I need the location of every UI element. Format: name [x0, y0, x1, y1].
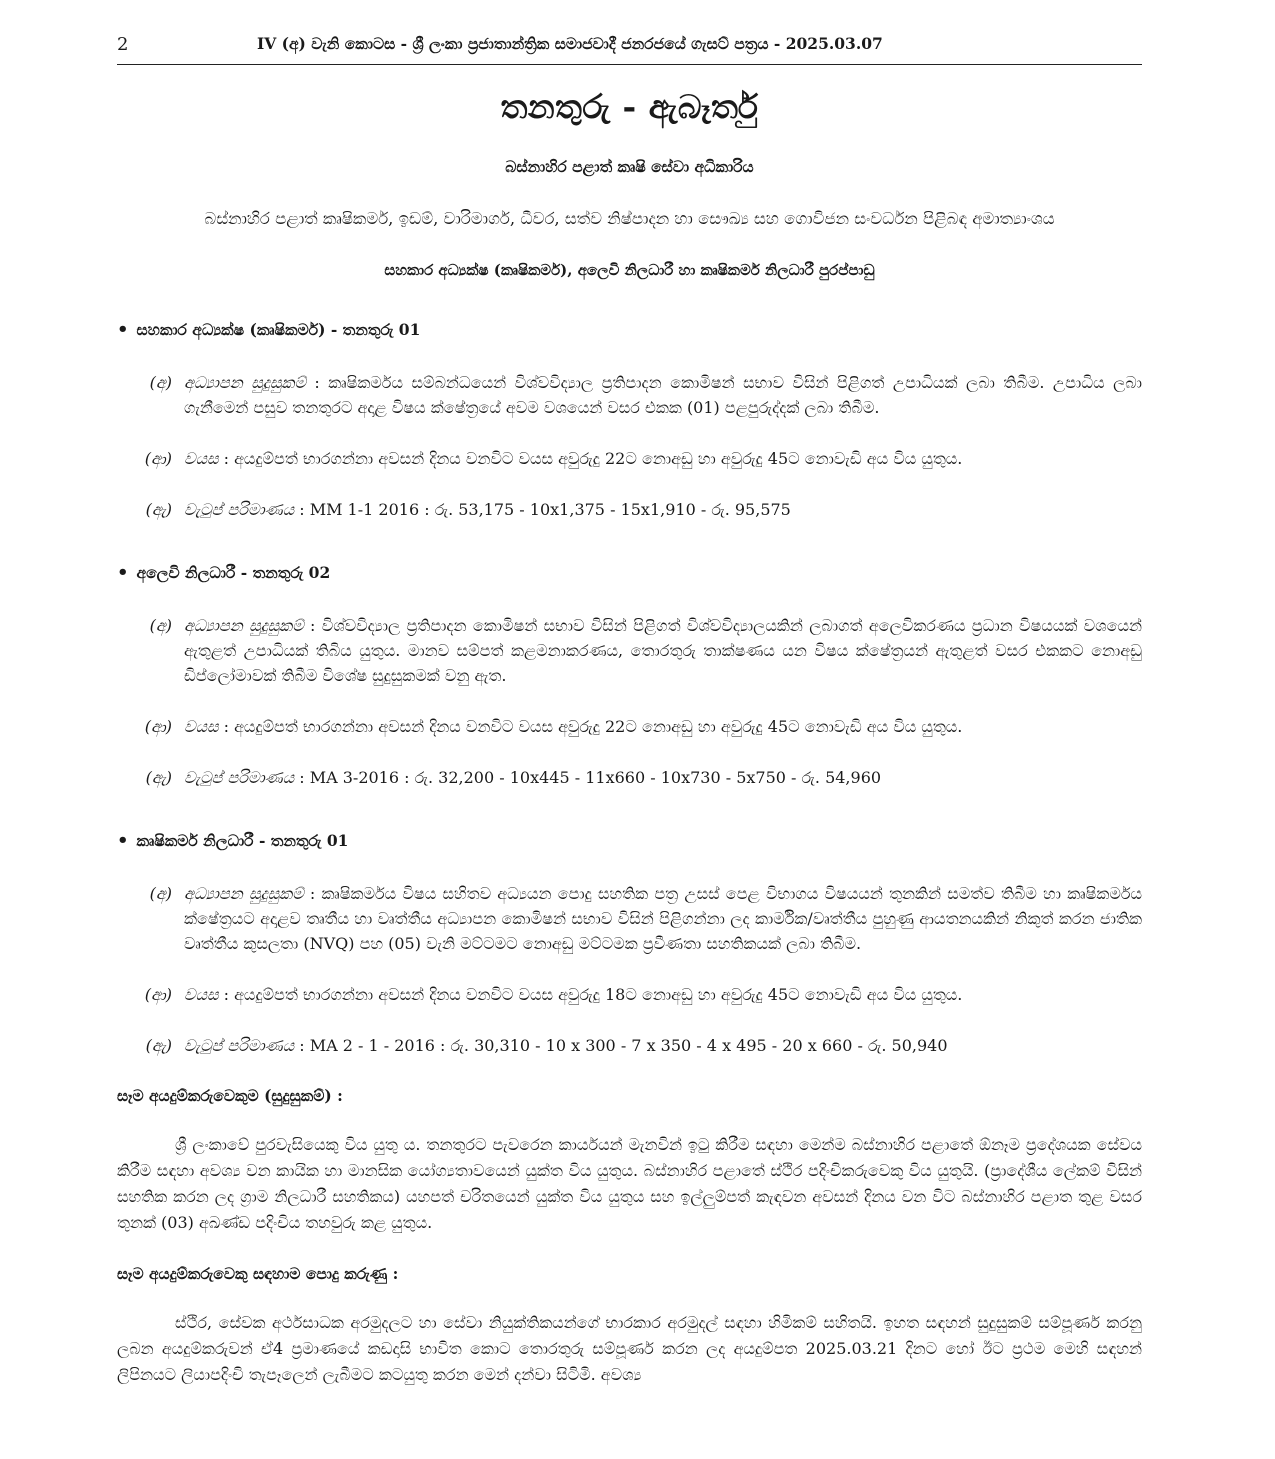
- item-text: වයස : අයදුම්පත් භාරගන්නා අවසන් දිනය වනවිට වයස අවුරුදු 22ට නොඅඩු හා අවුරුදු 45ට නොවැඩි අය විය යුතුය.: [184, 449, 963, 468]
- organization-name: බස්නාහිර පළාත් කෘෂි සේවා අධිකාරිය: [505, 157, 754, 176]
- page-title: තනතුරු - ඇබෑර්තු: [500, 87, 759, 126]
- item-label: අධ්‍යාපන සුදුසුකම්: [184, 616, 304, 635]
- list-item: [117, 982, 1142, 1007]
- list-item: [117, 497, 1142, 522]
- bullet-icon: •: [117, 830, 129, 851]
- item-label: වැටුප් පරිමාණය: [184, 1036, 295, 1055]
- item-text: වැටුප් පරිමාණය : MA 3-2016 : රු. 32,200 - 10x445 - 11x660 - 10x730 - 5x750 - රු. 54,960: [184, 768, 882, 787]
- item-label: වයස: [184, 449, 219, 468]
- item-number: (ආ): [144, 717, 172, 736]
- item-text: වැටුප් පරිමාණය : MM 1-1 2016 : රු. 53,175 - 10x1,375 - 15x1,910 - රු. 95,575: [184, 500, 791, 519]
- item-label: වයස: [184, 985, 219, 1004]
- page-header: [117, 30, 1142, 65]
- item-text: අධ්‍යාපන සුදුසුකම් : කෘෂිකර්මය සම්බන්ධයෙන් විශ්වවිද්‍යාල ප්‍රතිපාදන කොමිෂන් සභාව විසින් පිළිගත් උපාධියක් ලබා තිබීම. උපාධිය ලබා ගැනීමෙන් පසුව තනතුරට අදාළ විෂය ක්ෂේත්‍රයේ අවම වශයෙන් වසර එකක (01) පළපුරුද්දක් ලබා තිබීම.: [184, 373, 1143, 417]
- item-text: වයස : අයදුම්පත් භාරගන්නා අවසන් දිනය වනවිට වයස අවුරුදු 22ට නොඅඩු හා අවුරුදු 45ට නොවැඩි අය විය යුතුය.: [184, 717, 963, 736]
- post-heading: • අලෙවි නිලධාරී - තනතුරු 02: [117, 562, 331, 583]
- general-notes-heading: සෑම අයදුම්කරුවෙකු සඳහාම පොදු කරුණු :: [117, 1264, 399, 1283]
- page-number: 2: [117, 34, 129, 55]
- item-number: (අ): [149, 373, 172, 392]
- list-item: [117, 1033, 1142, 1058]
- item-number: (ඇ): [145, 1036, 172, 1055]
- item-text: වැටුප් පරිමාණය : MA 2 - 1 - 2016 : රු. 30,310 - 10 x 300 - 7 x 350 - 4 x 495 - 20 x 660 - රු. 50,940: [184, 1036, 948, 1055]
- notice-subject: සහකාර අධ්‍යක්ෂ (කෘෂිකර්ම), අලෙවි නිලධාරී හා කෘෂිකර්ම නිලධාරී පුරප්පාඩු: [384, 261, 875, 279]
- qualifications-paragraph: ශ්‍රී ලංකාවේ පුරවැසියෙකු විය යුතු ය. තනතුරට පැවරෙන කාර්යයන් මැනවින් ඉටු කිරීම සඳහා මෙන්ම බස්නාහිර පළාතේ ඕනෑම ප්‍රදේශයක සේවය කිරීම සඳහා අවශ්‍ය වන කායික හා මානසික යෝග්‍යතාවයෙන් යුක්ත විය යුතුය. බස්නාහිර පළාතේ ස්ථිර පදිංචිකරුවෙකු විය යුතුයි. (ප්‍රාදේශීය ලේකම් විසින් සහතික කරන ලද ග්‍රාම නිලධාරී සහතිකය) යහපත් චරිතයෙන් යුක්ත විය යුතුය සහ ඉල්ලුම්පත් කැඳවන අවසන් දිනය වන විට බස්නාහිර පළාත තුළ වසර තුනක් (03) අඛණ්ඩ පදිංචිය තහවුරු කළ යුතුය.: [117, 1135, 1142, 1232]
- item-number: (අ): [149, 616, 172, 635]
- list-item: [117, 613, 1142, 688]
- running-head: IV (අ) වැනි කොටස - ශ්‍රී ලංකා ප්‍රජාතාන්ත්‍රික සමාජවාදී ජනරජයේ ගැසට් පත්‍රය - 2025.03.07: [257, 34, 883, 53]
- post-heading: • සහකාර අධ්‍යක්ෂ (කෘෂිකර්ම) - තනතුරු 01: [117, 319, 421, 340]
- list-item: [117, 370, 1142, 420]
- bullet-icon: •: [117, 562, 129, 583]
- list-item: [117, 446, 1142, 471]
- qualifications-heading: සෑම අයදුම්කරුවෙකුම (සුදුසුකම්) :: [117, 1086, 343, 1105]
- item-number: (අ): [149, 884, 172, 903]
- item-text: අධ්‍යාපන සුදුසුකම් : කෘෂිකර්මය විෂය සහිතව අධ්‍යයන පොදු සහතික පත්‍ර උසස් පෙළ විභාගය විෂයයන් තුනකින් සමත්ව තිබීම හා කෘෂිකර්මය ක්ෂේත්‍රයට අදාළව තෘතීය හා වෘත්තීය අධ්‍යාපන කොමිෂන් සභාව විසින් පිළිගන්නා ලද කාර්මික/වෘත්තීය පුහුණු ආයතනයකින් නිකුත් කරන ජාතික වෘත්තීය කුසලතා (NVQ) පහ (05) වැනි මට්ටමට නොඅඩු මට්ටමක ප්‍රවීණතා සහතිකයක් ලබා තිබීම.: [184, 884, 1142, 953]
- item-label: වැටුප් පරිමාණය: [184, 500, 295, 519]
- item-text: අධ්‍යාපන සුදුසුකම් : විශ්වවිද්‍යාල ප්‍රතිපාදන කොමිෂන් සභාව විසින් පිළිගත් විශ්වවිද්‍යාලයකින් ලබාගත් අලෙවිකරණය ප්‍රධාන විෂයයක් වශයෙන් ඇතුළත් උපාධියක් තිබිය යුතුය. මානව සම්පත් කළමනාකරණය, තොරතුරු තාක්ෂණය යන විෂය ක්ෂේත්‍රයන් ඇතුළත් වසර එකකට නොඅඩු ඩිප්ලෝමාවක් තිබීම විශේෂ සුදුසුකමක් වනු ඇත.: [184, 616, 1143, 685]
- item-label: වයස: [184, 717, 219, 736]
- list-item: [117, 714, 1142, 739]
- post-heading: • කෘෂිකර්ම නිලධාරී - තනතුරු 01: [117, 830, 349, 851]
- list-item: [117, 765, 1142, 790]
- item-text: වයස : අයදුම්පත් භාරගන්නා අවසන් දිනය වනවිට වයස අවුරුදු 18ට නොඅඩු හා අවුරුදු 45ට නොවැඩි අය විය යුතුය.: [184, 985, 963, 1004]
- bullet-icon: •: [117, 319, 129, 340]
- item-number: (ආ): [144, 449, 172, 468]
- list-item: [117, 881, 1142, 956]
- item-label: වැටුප් පරිමාණය: [184, 768, 295, 787]
- item-label: අධ්‍යාපන සුදුසුකම්: [184, 884, 304, 903]
- item-number: (ඇ): [145, 500, 172, 519]
- general-notes-paragraph: ස්ථිර, සේවක අර්ථසාධක අරමුදලට හා සේවා නියුක්තිකයන්ගේ භාරකාර අරමුදල් සඳහා හිමිකම් සහිතයි. ඉහත සඳහන් සුදුසුකම් සම්පූර්ණ කරනු ලබන අයදුම්කරුවන් ඒ4 ප්‍රමාණයේ කඩදාසි භාවිත කොට තොරතුරු සම්පූර්ණ කරන ලද අයදුම්පත 2025.03.21 දිනට හෝ ඊට ප්‍රථම මෙහි සඳහන් ලිපිනයට ලියාපදිංචි තැපෑලෙන් ලැබීමට කටයුතු කරන මෙන් දන්වා සිටිමි. අවශ්‍ය: [117, 1313, 1142, 1384]
- gazette-page: [117, 30, 1142, 1388]
- item-label: අධ්‍යාපන සුදුසුකම්: [184, 373, 306, 392]
- ministry-name: බස්නාහිර පළාත් කෘෂිකර්ම, ඉඩම්, වාරිමාර්ග, ධීවර, සත්ව නිෂ්පාදන හා සෞඛ්‍ය සහ ගොවිජන සංවර්ධන පිළිබඳ අමාත්‍යාංශය: [204, 209, 1055, 228]
- item-number: (ඇ): [145, 768, 172, 787]
- item-number: (ආ): [144, 985, 172, 1004]
